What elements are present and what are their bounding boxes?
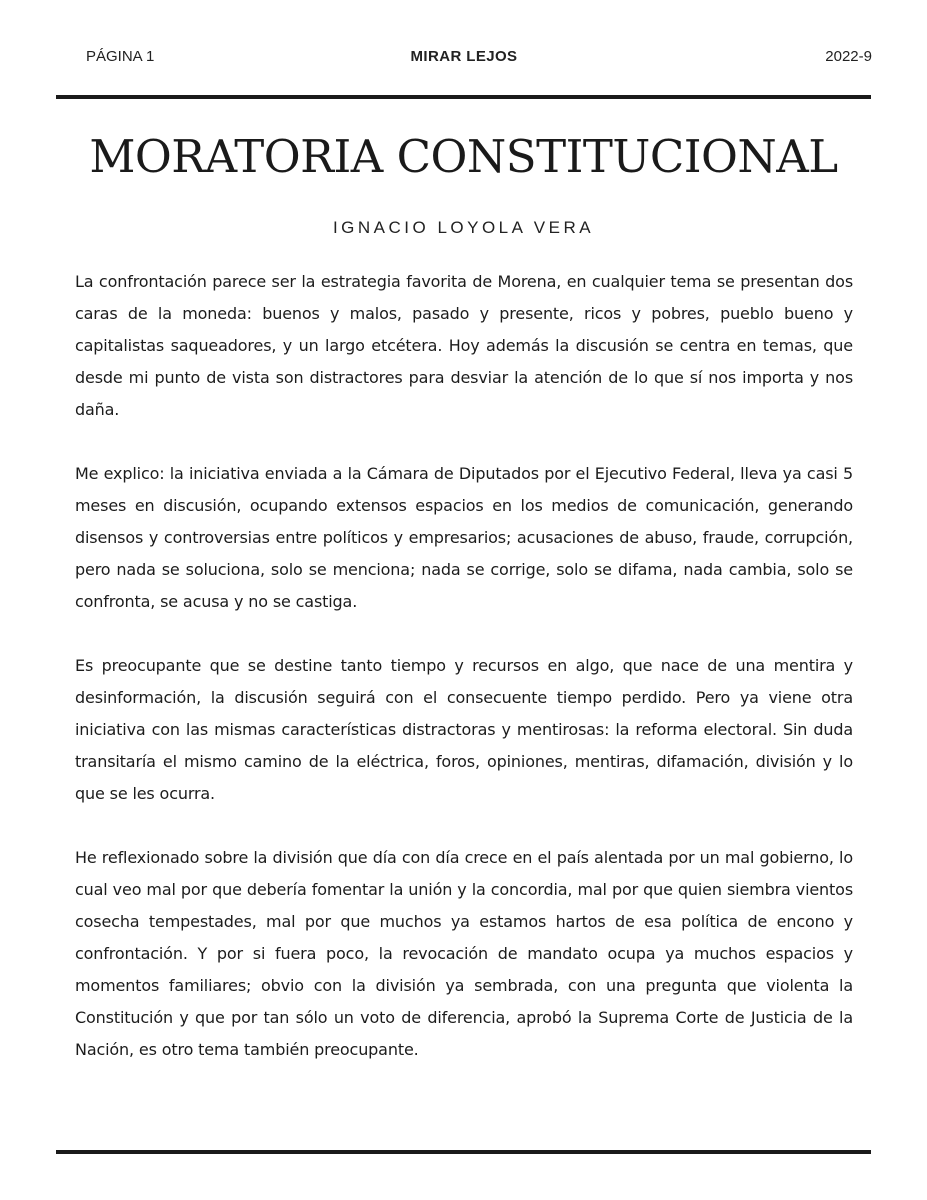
header-divider [56, 95, 871, 99]
publication-name: MIRAR LEJOS [410, 48, 518, 65]
article-title: MORATORIA CONSTITUCIONAL [89, 130, 838, 183]
page-header [86, 48, 872, 70]
article-author: IGNACIO LOYOLA VERA [332, 218, 595, 237]
paragraph: He reflexionado sobre la división que día con día crece en el país alentada por un mal gobierno, lo cual veo mal por que debería fomentar la unión y la concordia, mal por que quien siembra vientos cosecha tempestades, mal por que muchos ya estamos hartos de esa política de encono y confrontación. Y por si fuera poco, la revocación de mandato ocupa ya muchos espacios y momentos familiares; obvio con la división ya sembrada, con una pregunta que violenta la Constitución y que por tan sólo un voto de diferencia, aprobó la Suprema Corte de Justicia de la Nación, es otro tema también preocupante. [75, 848, 853, 1059]
paragraph: Me explico: la iniciativa enviada a la Cámara de Diputados por el Ejecutivo Federal, lleva ya casi 5 meses en discusión, ocupando extensos espacios en los medios de comunicación, generando disensos y controversias entre políticos y empresarios; acusaciones de abuso, fraude, corrupción, pero nada se soluciona, solo se menciona; nada se corrige, solo se difama, nada cambia, solo se confronta, se acusa y no se castiga. [75, 464, 853, 611]
footer-divider [56, 1150, 871, 1154]
article-body [75, 266, 853, 1098]
issue-number: 2022-9 [825, 48, 872, 65]
page-number: PÁGINA 1 [86, 48, 155, 65]
paragraph: La confrontación parece ser la estrategia favorita de Morena, en cualquier tema se presentan dos caras de la moneda: buenos y malos, pasado y presente, ricos y pobres, pueblo bueno y capitalistas saqueadores, y un largo etcétera. Hoy además la discusión se centra en temas, que desde mi punto de vista son distractores para desviar la atención de lo que sí nos importa y nos daña. [75, 272, 853, 419]
paragraph: Es preocupante que se destine tanto tiempo y recursos en algo, que nace de una mentira y desinformación, la discusión seguirá con el consecuente tiempo perdido. Pero ya viene otra iniciativa con las mismas características distractoras y mentirosas: la reforma electoral. Sin duda transitaría el mismo camino de la eléctrica, foros, opiniones, mentiras, difamación, división y lo que se les ocurra. [75, 656, 853, 803]
